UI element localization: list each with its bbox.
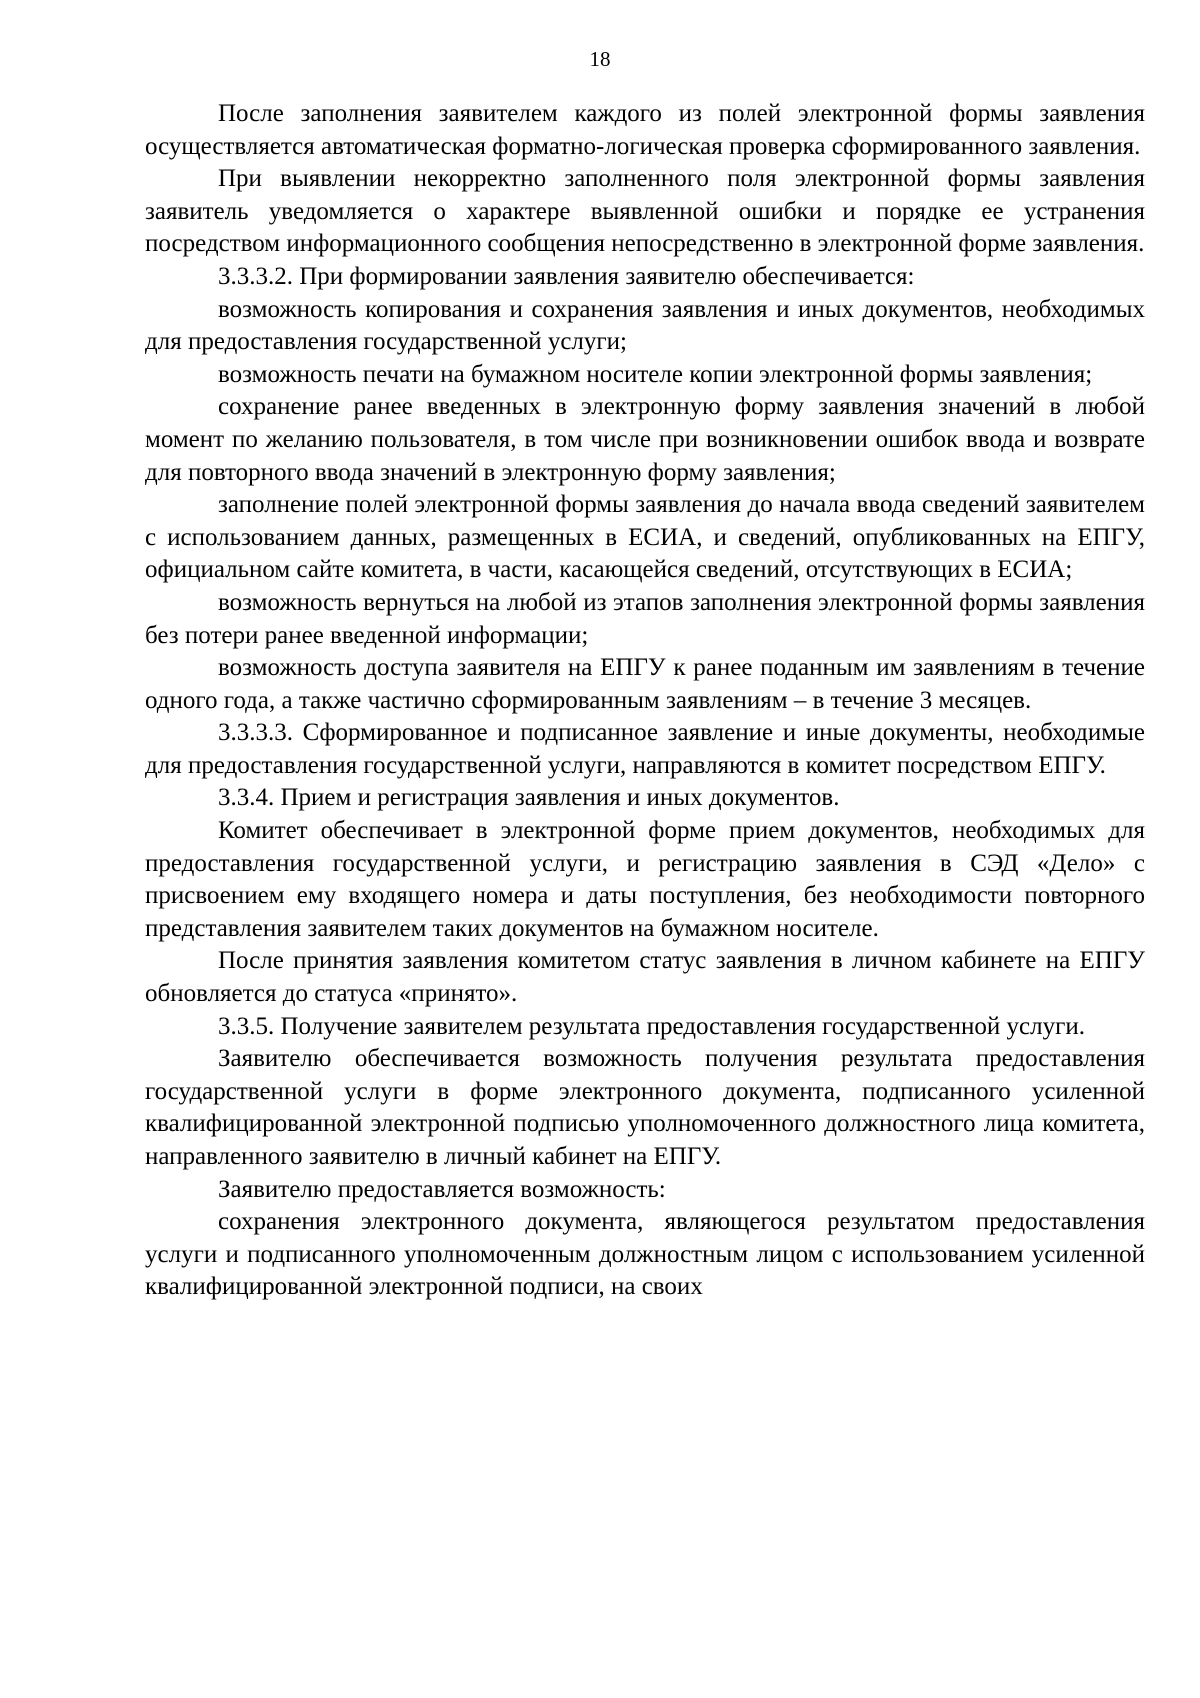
paragraph-result-delivery: Заявителю обеспечивается возможность получения результата предоставления государственной услуги в форме электронного документа, подписанного усиленной квалифицированной электронной подписью уполномоченного должностного лица комитета, направленного заявителю в личный кабинет на ЕПГУ. — [145, 1045, 1145, 1170]
document-body — [145, 98, 1145, 1304]
page-number: 18 — [589, 47, 611, 71]
section-heading-3-3-3-3: 3.3.3.3. Сформированное и подписанное заявление и иные документы, необходимые для предоставления государственной услуги, направляются в комитет посредством ЕПГУ. — [145, 719, 1145, 779]
list-item-autofill: заполнение полей электронной формы заявления до начала ввода сведений заявителем с использованием данных, размещенных в ЕСИА, и сведений, опубликованных на ЕПГУ, официальном сайте комитета, в части, касающейся сведений, отсутствующих в ЕСИА; — [145, 491, 1145, 584]
list-item-return-to-step: возможность вернуться на любой из этапов заполнения электронной формы заявления без потери ранее введенной информации; — [145, 588, 1145, 649]
paragraph-form-validation: После заполнения заявителем каждого из полей электронной формы заявления осуществляется автоматическая форматно-логическая проверка сформированного заявления. — [145, 100, 1145, 160]
paragraph-status-update: После принятия заявления комитетом статус заявления в личном кабинете на ЕПГУ обновляется до статуса «принято». — [145, 947, 1145, 1008]
section-heading-3-3-4: 3.3.4. Прием и регистрация заявления и иных документов. — [218, 784, 840, 812]
list-item-copy-save: возможность копирования и сохранения заявления и иных документов, необходимых для предоставления государственной услуги; — [145, 295, 1145, 356]
list-item-save-document: сохранения электронного документа, являющегося результатом предоставления услуги и подписанного уполномоченным должностным лицом с использованием усиленной квалифицированной электронной подписи, на своих — [145, 1208, 1145, 1301]
list-item-access-applications: возможность доступа заявителя на ЕПГУ к ранее поданным им заявлениям в течение одного года, а также частично сформированным заявлениям – в течение 3 месяцев. — [145, 654, 1145, 714]
paragraph-error-notification: При выявлении некорректно заполненного поля электронной формы заявления заявитель уведомляется о характере выявленной ошибки и порядке ее устранения посредством информационного сообщения непосредственно в электронной форме заявления. — [145, 165, 1145, 258]
section-heading-3-3-3-2: 3.3.3.2. При формировании заявления заявителю обеспечивается: — [218, 262, 915, 290]
list-item-save-values: сохранение ранее введенных в электронную форму заявления значений в любой момент по желанию пользователя, в том числе при возникновении ошибок ввода и возврате для повторного ввода значений в электронную форму заявления; — [145, 393, 1145, 486]
section-heading-3-3-5: 3.3.5. Получение заявителем результата предоставления государственной услуги. — [218, 1012, 1085, 1040]
paragraph-applicant-options: Заявителю предоставляется возможность: — [218, 1175, 666, 1203]
list-item-print: возможность печати на бумажном носителе копии электронной формы заявления; — [218, 360, 1093, 388]
paragraph-committee-intake: Комитет обеспечивает в электронной форме прием документов, необходимых для предоставления государственной услуги, и регистрацию заявления в СЭД «Дело» с присвоением ему входящего номера и даты поступления, без необходимости повторного представления заявителем таких документов на бумажном носителе. — [145, 817, 1145, 942]
